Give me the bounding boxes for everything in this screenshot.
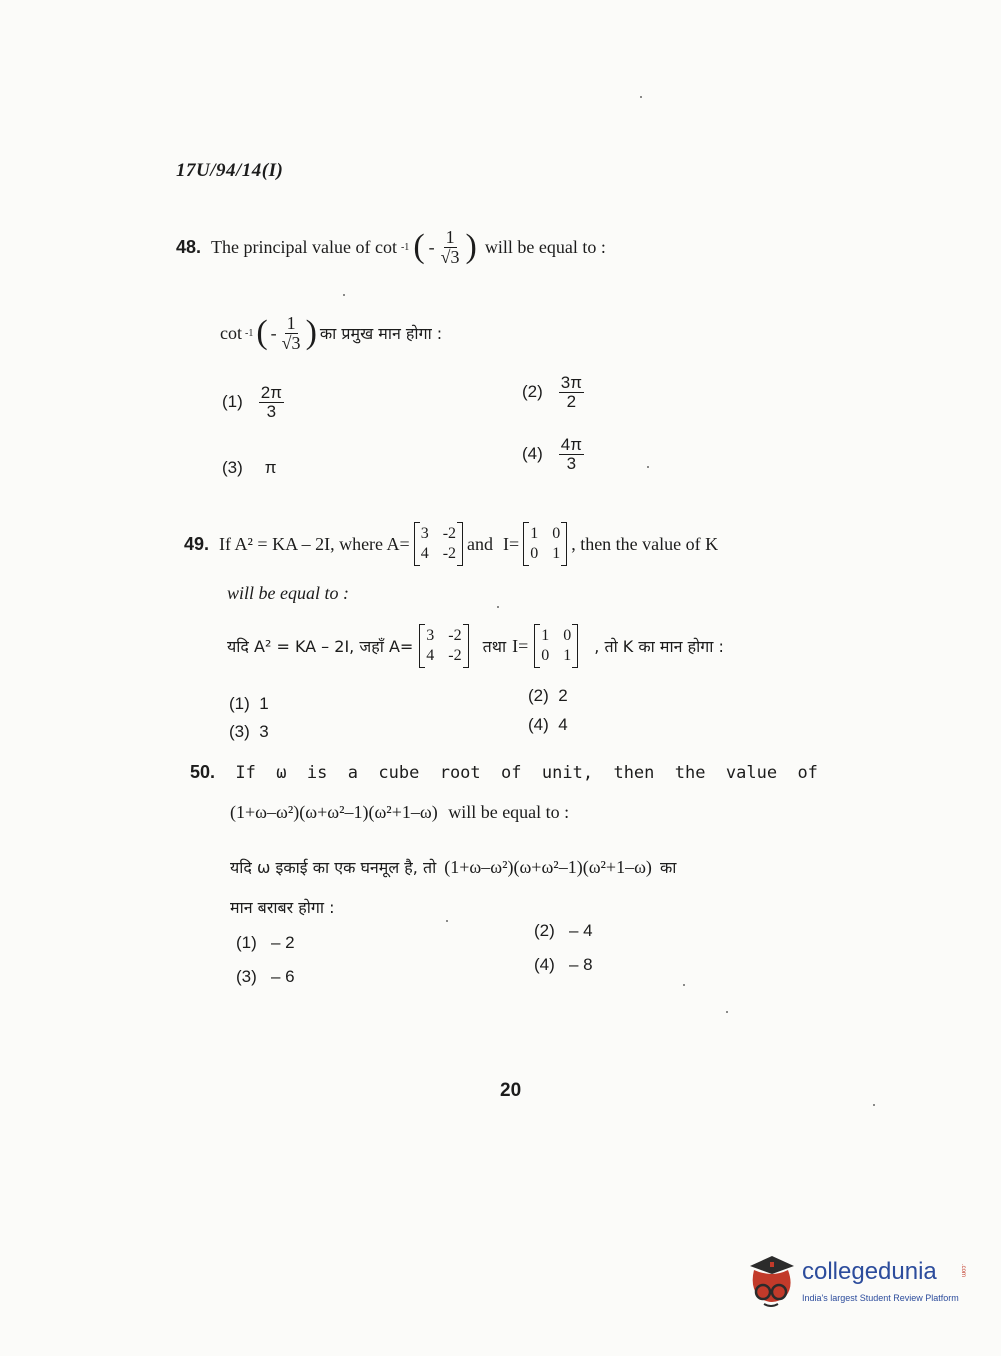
option-label: (4) <box>522 444 543 464</box>
question-number: 49. <box>184 533 210 554</box>
word: of <box>501 763 522 783</box>
option-label: (1) <box>222 392 243 412</box>
option-fraction <box>559 374 584 411</box>
question-text-end: will be equal to : <box>484 236 606 257</box>
i-equals: I= <box>512 635 529 656</box>
fraction-numerator: 2π <box>260 383 282 402</box>
matrix-cell: 1 <box>530 525 539 542</box>
matrix-cell: 4 <box>420 545 429 562</box>
question-50-line1 <box>190 762 818 783</box>
question-48-text <box>176 228 876 267</box>
option-label: (4) <box>534 955 555 974</box>
option-value: 2 <box>558 686 568 705</box>
option-value: – 4 <box>568 921 593 940</box>
question-49-line2: will be equal to : <box>227 583 349 603</box>
word: a <box>347 763 358 783</box>
paren-close: ) <box>465 228 477 266</box>
paren-open: ( <box>413 228 425 266</box>
fraction-denominator: √3 <box>440 246 460 267</box>
option-label: (3) <box>222 458 243 477</box>
hindi-and: तथा <box>482 637 507 656</box>
matrix-row <box>426 626 461 646</box>
hindi-question-end: , तो K का मान होगा : <box>594 637 724 656</box>
q50-option-4 <box>534 955 593 975</box>
page-number: 20 <box>500 1080 522 1101</box>
question-50-hindi-line2: मान बराबर होगा : <box>230 898 335 917</box>
option-value: – 8 <box>568 955 593 974</box>
mascot-icon <box>742 1252 800 1312</box>
option-label: (2) <box>528 686 549 705</box>
scan-speck <box>726 1011 728 1013</box>
i-equals: I= <box>503 533 520 554</box>
fraction-numerator: 3π <box>560 373 582 392</box>
question-text-end: will be equal to : <box>448 802 570 822</box>
fraction-denominator: 3 <box>566 453 577 473</box>
hindi-question-end: का <box>659 858 677 877</box>
matrix-cell: 3 <box>426 627 435 644</box>
matrix-cell: 3 <box>420 525 429 542</box>
question-49-hindi <box>227 624 724 668</box>
option-label: (2) <box>534 921 555 940</box>
question-text-end: , then the value of K <box>571 533 719 554</box>
superscript: -1 <box>245 327 254 339</box>
logo-tagline: India's largest Student Review Platform <box>802 1293 959 1303</box>
question-50-hindi-line1 <box>230 856 676 878</box>
option-value: – 6 <box>270 967 295 986</box>
q48-option-1 <box>222 384 284 421</box>
expression: (1+ω–ω²)(ω+ω²–1)(ω²+1–ω) <box>230 802 438 822</box>
fraction <box>280 314 303 353</box>
question-48 <box>176 228 876 267</box>
logo-name: collegedunia <box>802 1258 937 1285</box>
matrix-cell: -2 <box>442 525 457 542</box>
q49-option-1 <box>229 694 269 714</box>
scan-speck <box>640 96 642 98</box>
option-label: (3) <box>236 967 257 986</box>
q50-option-3 <box>236 967 295 987</box>
option-label: (2) <box>522 382 543 402</box>
matrix-cell: -2 <box>448 627 462 644</box>
word: is <box>306 763 328 783</box>
fraction-numerator: 1 <box>445 227 455 247</box>
option-fraction <box>259 384 284 421</box>
fraction-denominator: 2 <box>566 391 577 411</box>
q48-option-4 <box>522 436 584 473</box>
hindi-question-text: का प्रमुख मान होगा : <box>319 324 443 344</box>
cot-label: cot <box>220 322 242 343</box>
matrix-cell: 1 <box>541 627 550 644</box>
matrix-row <box>530 544 560 564</box>
matrix-cell: -2 <box>442 545 457 562</box>
word: root <box>439 763 481 783</box>
option-value: 3 <box>259 722 269 741</box>
word: ω <box>276 763 287 783</box>
q48-option-3 <box>222 458 277 478</box>
question-number: 50. <box>190 762 216 782</box>
word: of <box>797 763 818 783</box>
scan-speck <box>647 466 649 468</box>
q50-option-1 <box>236 933 295 953</box>
matrix-cell: 4 <box>426 647 435 664</box>
question-text: The principal value of cot <box>211 236 397 257</box>
expression: (1+ω–ω²)(ω+ω²–1)(ω²+1–ω) <box>444 856 652 877</box>
scan-speck <box>683 984 685 986</box>
matrix-row <box>541 626 571 646</box>
option-value: π <box>264 458 277 477</box>
word: If <box>235 763 256 783</box>
hindi-question-text: यदि ω इकाई का एक घनमूल है, तो <box>230 858 437 877</box>
question-text: If A² = KA – 2I, where A= <box>219 533 410 554</box>
matrix-cell: 0 <box>552 525 561 542</box>
matrix-cell: 1 <box>552 545 561 562</box>
question-49 <box>184 522 718 566</box>
q49-option-2 <box>528 686 568 706</box>
word: cube <box>378 763 420 783</box>
collegedunia-logo <box>742 1252 972 1312</box>
and-text: and <box>467 533 494 554</box>
option-fraction <box>559 436 584 473</box>
matrix-cell: 0 <box>541 647 550 664</box>
option-value: 1 <box>259 694 269 713</box>
matrix-row <box>421 544 456 564</box>
question-50-line2 <box>230 802 569 823</box>
fraction-denominator: √3 <box>281 332 301 353</box>
option-label: (1) <box>236 933 257 952</box>
option-value: 4 <box>558 715 568 734</box>
word: the <box>674 763 706 783</box>
q49-option-3 <box>229 722 269 742</box>
logo-com: .com <box>960 1264 966 1278</box>
matrix-i <box>534 624 578 668</box>
q48-option-2 <box>522 374 584 411</box>
hindi-question-text: यदि A² = KA – 2I, जहाँ A= <box>227 637 414 656</box>
matrix-cell: -2 <box>448 647 462 664</box>
question-number: 48. <box>176 236 202 257</box>
scan-speck <box>497 606 499 608</box>
scan-speck <box>343 294 345 296</box>
option-value: – 2 <box>270 933 295 952</box>
fraction-numerator: 1 <box>286 313 296 333</box>
option-label: (4) <box>528 715 549 734</box>
matrix-cell: 0 <box>563 627 572 644</box>
option-label: (1) <box>229 694 250 713</box>
superscript: -1 <box>400 241 410 253</box>
option-label: (3) <box>229 722 250 741</box>
word: then <box>613 763 655 783</box>
scan-speck <box>873 1104 875 1106</box>
matrix-row <box>541 646 571 666</box>
matrix-row <box>426 646 461 666</box>
fraction-denominator: 3 <box>266 401 277 421</box>
word: value <box>725 763 778 783</box>
matrix-row <box>530 524 560 544</box>
question-48-hindi <box>220 314 442 353</box>
fraction <box>439 228 462 267</box>
q49-option-4 <box>528 715 568 735</box>
matrix-cell: 0 <box>530 545 539 562</box>
paren-close: ) <box>305 314 317 352</box>
matrix-row <box>421 524 456 544</box>
matrix-i <box>523 522 567 566</box>
minus-sign: - <box>270 322 277 343</box>
matrix-cell: 1 <box>563 647 572 664</box>
word: unit, <box>541 763 594 783</box>
paren-open: ( <box>256 314 268 352</box>
q50-option-2 <box>534 921 593 941</box>
matrix-a <box>414 522 463 566</box>
matrix-a <box>419 624 468 668</box>
paper-code: 17U/94/14(I) <box>176 160 284 181</box>
scan-speck <box>446 920 448 922</box>
minus-sign: - <box>428 236 435 257</box>
fraction-numerator: 4π <box>560 435 582 454</box>
